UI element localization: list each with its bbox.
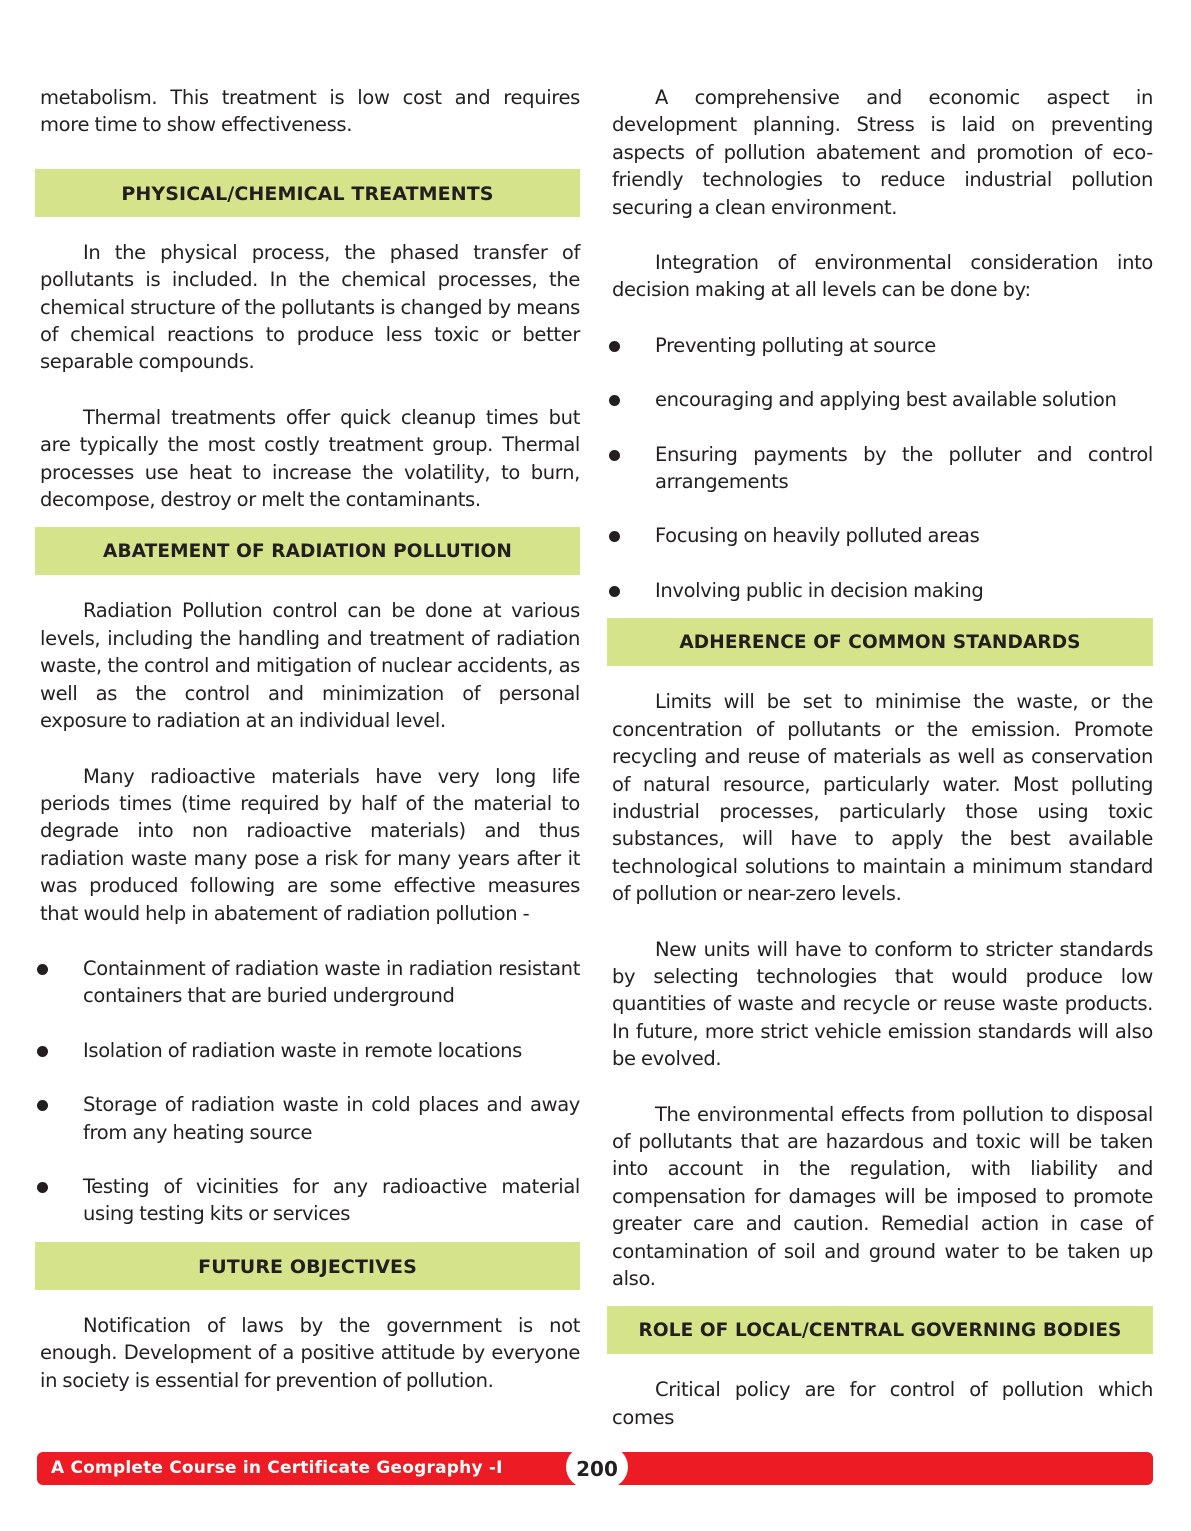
paragraph: Critical policy are for control of pollution which comes <box>612 1378 1153 1429</box>
paragraph: The environmental effects from pollution to disposal of pollutants that are hazardous and toxic will be taken into account in the regulation, with liability and compensation for damages will be imposed to promote greater care and caution. Remedial action in case of contamination of soil and ground water to be taken up also. <box>612 1102 1153 1290</box>
list-item-text: Involving public in decision making <box>655 578 984 602</box>
bullet-icon <box>609 586 620 597</box>
footer-bar <box>37 1452 1153 1485</box>
list-item-text: Testing of vicinities for any radioactive material using testing kits or services <box>83 1174 580 1226</box>
section-heading-physical-chemical: PHYSICAL/CHEMICAL TREATMENTS <box>35 169 580 217</box>
book-title: A Complete Course in Certificate Geography -I <box>51 1458 503 1478</box>
section-heading-radiation: ABATEMENT OF RADIATION POLLUTION <box>35 527 580 575</box>
list-item-text: Preventing polluting at source <box>655 333 936 357</box>
bullet-icon <box>609 341 620 352</box>
list-item <box>612 441 1153 496</box>
list-item <box>40 955 580 1010</box>
radiation-measures-list <box>40 955 580 1228</box>
list-item-text: Ensuring payments by the polluter and control arrangements <box>655 442 1153 494</box>
paragraph: Notification of laws by the government is not enough. Development of a positive attitude by everyone in society is essential for prevention of pollution. <box>40 1313 580 1392</box>
paragraph: Integration of environmental consideration into decision making at all levels can be done by: <box>612 251 1153 302</box>
bullet-icon <box>609 450 620 461</box>
paragraph: Limits will be set to minimise the waste, or the concentration of pollutants or the emission. Promote recycling and reuse of materials as well as conservation of natural resource, particularly water. Most polluting industrial processes, particularly those using toxic substances, will have to apply the best available technological solutions to maintain a minimum standard of pollution or near-zero levels. <box>612 690 1153 906</box>
list-item-text: Isolation of radiation waste in remote locations <box>83 1038 522 1062</box>
list-item <box>40 1091 580 1146</box>
list-item <box>612 577 1153 604</box>
paragraph: Thermal treatments offer quick cleanup times but are typically the most costly treatment group. Thermal processes use heat to increase the volatility, to burn, decompose, destroy or melt the contaminants. <box>40 405 580 512</box>
left-column <box>40 84 580 1394</box>
paragraph: Many radioactive materials have very long life periods times (time required by half of the material to degrade into non radioactive materials) and thus radiation waste many pose a risk for many years after it was produced following are some effective measures that would help in abatement of radiation pollution - <box>40 764 580 925</box>
paragraph: New units will have to conform to stricter standards by selecting technologies that would produce low quantities of waste and recycle or reuse waste products. In future, more strict vehicle emission standards will also be evolved. <box>612 937 1153 1071</box>
list-item <box>612 386 1153 413</box>
list-item <box>40 1037 580 1064</box>
list-item-text: encouraging and applying best available solution <box>655 388 1117 412</box>
integration-measures-list <box>612 332 1153 604</box>
bullet-icon <box>37 1182 48 1193</box>
list-item <box>612 522 1153 549</box>
paragraph: Radiation Pollution control can be done at various levels, including the handling and treatment of radiation waste, the control and mitigation of nuclear accidents, as well as the control and minimization of personal exposure to radiation at an individual level. <box>40 599 580 733</box>
bullet-icon <box>609 531 620 542</box>
section-heading-common-standards: ADHERENCE OF COMMON STANDARDS <box>607 618 1153 666</box>
right-column <box>612 84 1153 1431</box>
bullet-icon <box>37 964 48 975</box>
list-item-text: Storage of radiation waste in cold places and away from any heating source <box>83 1093 580 1144</box>
section-heading-future-objectives: FUTURE OBJECTIVES <box>35 1242 580 1290</box>
list-item <box>40 1173 580 1228</box>
section-heading-governing-bodies: ROLE OF LOCAL/CENTRAL GOVERNING BODIES <box>607 1306 1153 1354</box>
list-item <box>612 332 1153 359</box>
list-item-text: Focusing on heavily polluted areas <box>655 524 980 548</box>
paragraph: In the physical process, the phased transfer of pollutants is included. In the chemical processes, the chemical structure of the pollutants is changed by means of chemical reactions to produce less toxic or better separable compounds. <box>40 240 580 374</box>
bullet-icon <box>609 395 620 406</box>
page-number: 200 <box>566 1446 628 1488</box>
paragraph: A comprehensive and economic aspect in development planning. Stress is laid on preventing aspects of pollution abatement and promotion of eco-friendly technologies to reduce industrial pollution securing a clean environment. <box>612 86 1153 219</box>
bullet-icon <box>37 1046 48 1057</box>
bullet-icon <box>37 1100 48 1111</box>
intro-paragraph: metabolism. This treatment is low cost and requires more time to show effectiveness. <box>40 86 580 137</box>
list-item-text: Containment of radiation waste in radiation resistant containers that are buried underground <box>83 956 580 1008</box>
